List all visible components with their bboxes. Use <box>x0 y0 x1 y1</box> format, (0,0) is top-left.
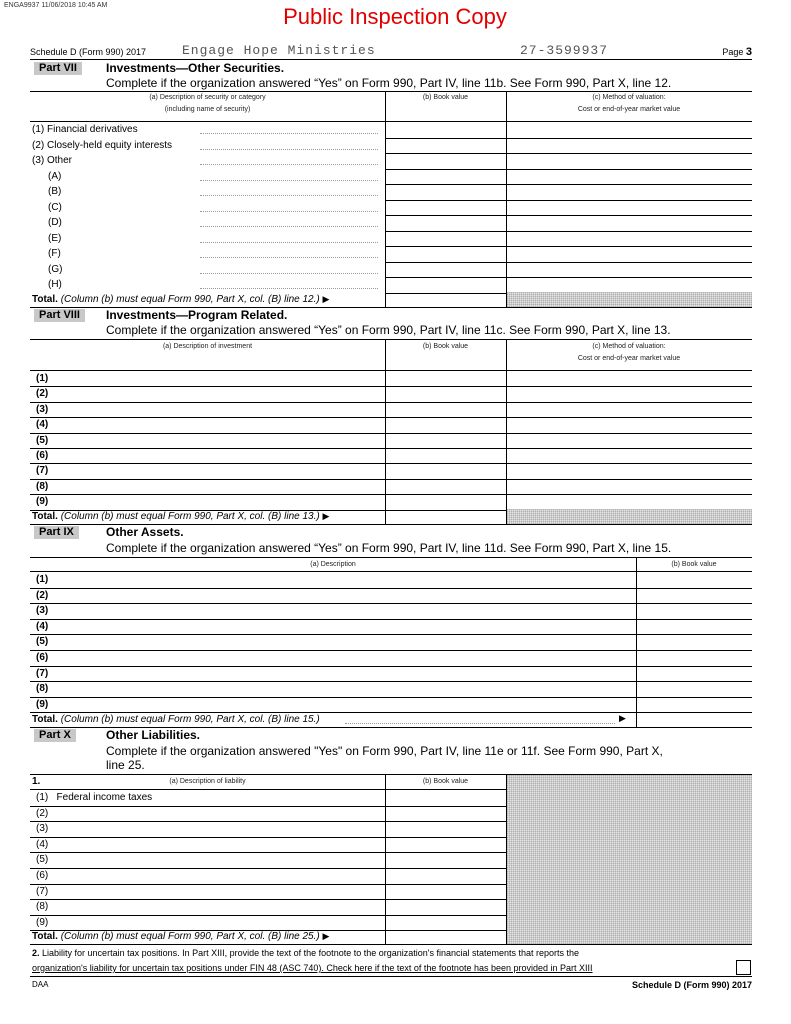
part-x-title: Other Liabilities. <box>106 728 201 742</box>
p8-col-a-header: (a) Description of investment <box>162 343 253 350</box>
part-viii-instruction: Complete if the organization answered “Yes” on Form 990, Part IV, line 11c. See Form 990, Part X, line 13. <box>106 323 671 337</box>
p9-row-label: (5) <box>36 636 49 648</box>
p7-row-label: (C) <box>48 201 62 213</box>
p9-row-label: (4) <box>36 620 49 632</box>
p7-col-b-header: (b) Book value <box>422 94 469 101</box>
p7-row-label: (F) <box>48 248 61 259</box>
p7-row-label: (E) <box>48 232 62 244</box>
p10-line2-text-a: 2. Liability for uncertain tax positions. In Part XIII, provide the text of the footnote to the organization's financial statements that reports the <box>32 948 580 958</box>
page-header <box>30 45 752 60</box>
p7-total-shaded <box>507 292 752 307</box>
page-number: Page 3 <box>722 46 752 58</box>
part-vii-title: Investments—Other Securities. <box>106 61 285 75</box>
part-x-badge: Part X <box>34 729 76 742</box>
p9-row-label: (1) <box>36 574 49 585</box>
p10-row-label: (1) Federal income taxes <box>36 792 153 803</box>
p10-line1-num: 1. <box>32 776 41 787</box>
part-vii-instruction: Complete if the organization answered “Yes” on Form 990, Part IV, line 11b. See Form 990, Part X, line 12. <box>106 76 672 90</box>
part-viii-title: Investments—Program Related. <box>106 308 288 322</box>
p7-row-label: (D) <box>48 217 62 228</box>
p10-row-label: (2) <box>36 807 49 819</box>
p7-row-label: (2) Closely-held equity interests <box>32 139 173 151</box>
p7-col-a-header: (a) Description of security or category (including name of security) <box>149 94 266 113</box>
part-vii-badge: Part VII <box>34 62 82 75</box>
p8-total-label: Total. (Column (b) must equal Form 990, Part X, col. (B) line 13.) ▶ <box>32 511 330 522</box>
p9-row-label: (9) <box>36 698 49 710</box>
p8-row-label: (4) <box>36 419 49 431</box>
p10-row-label: (6) <box>36 870 49 881</box>
ein: 27-3599937 <box>520 43 609 58</box>
p10-row-label: (8) <box>36 901 49 913</box>
p10-row-label: (7) <box>36 885 49 897</box>
p8-row-label: (7) <box>36 465 49 477</box>
footnote-provided-checkbox[interactable] <box>736 960 751 975</box>
p7-col-c-header: (c) Method of valuation: Cost or end-of-year market value <box>577 94 681 113</box>
footer-daa: DAA <box>32 980 49 989</box>
p7-total-label: Total. (Column (b) must equal Form 990, Part X, col. (B) line 12.) ▶ <box>32 294 330 305</box>
p8-row-label: (8) <box>36 480 49 492</box>
p8-row-label: (2) <box>36 388 49 400</box>
p10-shaded-area <box>507 775 752 944</box>
p10-row-label: (4) <box>36 838 49 850</box>
part-viii-badge: Part VIII <box>34 309 85 322</box>
p9-row-label: (3) <box>36 605 49 617</box>
p9-col-b-header: (b) Book value <box>671 561 717 568</box>
print-stamp: ENGA9937 11/06/2018 10:45 AM <box>4 2 108 9</box>
schedule-label: Schedule D (Form 990) 2017 <box>30 47 147 57</box>
p8-row-label: (6) <box>36 450 49 461</box>
part-ix-title: Other Assets. <box>106 525 184 539</box>
p10-row-label: (5) <box>36 854 49 866</box>
p7-row-label: (H) <box>48 279 62 290</box>
p10-line2-text-b: organization's liability for uncertain tax positions under FIN 48 (ASC 740). Check here if the text of the footnote has been provided in Part XIII <box>32 963 593 973</box>
p7-row-label: (B) <box>48 186 62 197</box>
p9-row-label: (2) <box>36 589 49 601</box>
p9-col-a-header: (a) Description <box>310 561 356 568</box>
p10-row-label: (3) <box>36 823 49 835</box>
p7-row-label: (1) Financial derivatives <box>32 124 138 135</box>
p10-row-label: (9) <box>36 916 49 928</box>
part-ix-badge: Part IX <box>34 526 79 539</box>
footer-schedule: Schedule D (Form 990) 2017 <box>631 980 752 990</box>
p8-row-label: (5) <box>36 434 49 446</box>
p8-row-label: (1) <box>36 373 49 384</box>
p9-total-label: Total. (Column (b) must equal Form 990, Part X, col. (B) line 15.) <box>32 714 320 725</box>
p7-row-label: (A) <box>48 170 62 182</box>
p7-row-label: (3) Other <box>32 155 73 166</box>
p8-col-c-header: (c) Method of valuation: Cost or end-of-year market value <box>577 343 681 362</box>
p10-col-a-header: (a) Description of liability <box>169 778 246 785</box>
p9-row-label: (8) <box>36 683 49 695</box>
organization-name: Engage Hope Ministries <box>182 43 376 58</box>
p8-col-b-header: (b) Book value <box>422 343 469 350</box>
p8-total-shaded <box>507 509 752 524</box>
part-x-instruction: Complete if the organization answered "Yes" on Form 990, Part IV, line 11e or 11f. See Form 990, Part X, line 25. <box>106 744 663 772</box>
p9-row-label: (6) <box>36 652 49 663</box>
p10-total-label: Total. (Column (b) must equal Form 990, Part X, col. (B) line 25.) ▶ <box>32 931 330 942</box>
p9-row-label: (7) <box>36 667 49 679</box>
p9-total-arrow: ▶ <box>619 713 626 723</box>
p7-row-label: (G) <box>48 263 63 275</box>
part-ix-instruction: Complete if the organization answered “Yes” on Form 990, Part IV, line 11d. See Form 990, Part X, line 15. <box>106 541 672 555</box>
public-inspection-banner: Public Inspection Copy <box>283 4 507 29</box>
p10-col-b-header: (b) Book value <box>422 778 469 785</box>
p8-row-label: (9) <box>36 496 49 508</box>
p8-row-label: (3) <box>36 403 49 415</box>
